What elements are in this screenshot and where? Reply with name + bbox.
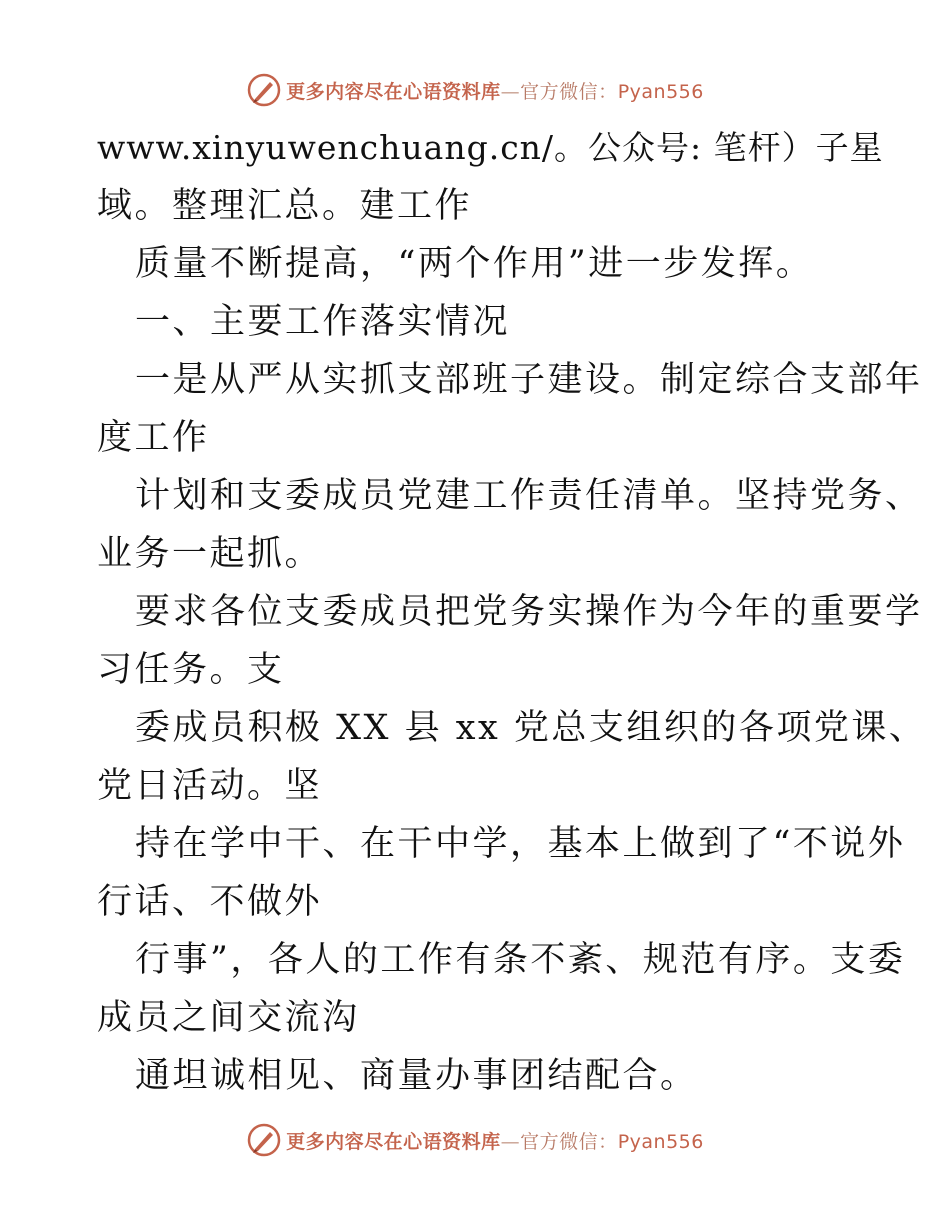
body-line: 党日活动。坚 <box>97 766 323 806</box>
watermark-text <box>286 1127 704 1154</box>
pen-logo-icon <box>246 1122 282 1158</box>
body-line: 度工作 <box>97 418 210 458</box>
body-line: 持在学中干、在干中学，基本上做到了“不说外 <box>135 824 906 864</box>
document-body <box>97 122 927 1108</box>
body-line: 计划和支委成员党建工作责任清单。坚持党务、 <box>135 476 923 516</box>
watermark-label: 官方微信： <box>520 1130 618 1153</box>
watermark-label: 官方微信： <box>520 80 618 103</box>
body-line: 成员之间交流沟 <box>97 998 360 1038</box>
header-watermark <box>0 70 950 110</box>
watermark-dash: — <box>500 80 521 103</box>
body-line: www.xinyuwenchuang.cn/。公众号: 笔杆）子星 <box>97 128 884 167</box>
body-line: 质量不断提高，“两个作用”进一步发挥。 <box>135 244 814 284</box>
body-line: 行事”，各人的工作有条不紊、规范有序。支委 <box>135 940 906 980</box>
body-line: 域。整理汇总。建工作 <box>97 186 473 226</box>
watermark-brand: 更多内容尽在心语资料库 <box>286 1130 501 1153</box>
body-line: 行话、不做外 <box>97 882 323 922</box>
body-line: 习任务。支 <box>97 650 285 690</box>
body-line: 委成员积极 XX 县 xx 党总支组织的各项党课、 <box>135 708 927 748</box>
body-line: 一是从严从实抓支部班子建设。制定综合支部年 <box>135 360 923 400</box>
body-line: 业务一起抓。 <box>97 534 323 574</box>
body-line: 通坦诚相见、商量办事团结配合。 <box>135 1056 698 1096</box>
section-heading: 一、主要工作落实情况 <box>135 302 511 342</box>
watermark-wechat-id: Pyan556 <box>617 1130 704 1153</box>
body-line: 要求各位支委成员把党务实操作为今年的重要学 <box>135 592 923 632</box>
watermark-text <box>286 77 704 104</box>
watermark-dash: — <box>500 1130 521 1153</box>
footer-watermark <box>0 1120 950 1160</box>
pen-logo-icon <box>246 72 282 108</box>
watermark-brand: 更多内容尽在心语资料库 <box>286 80 501 103</box>
watermark-wechat-id: Pyan556 <box>617 80 704 103</box>
